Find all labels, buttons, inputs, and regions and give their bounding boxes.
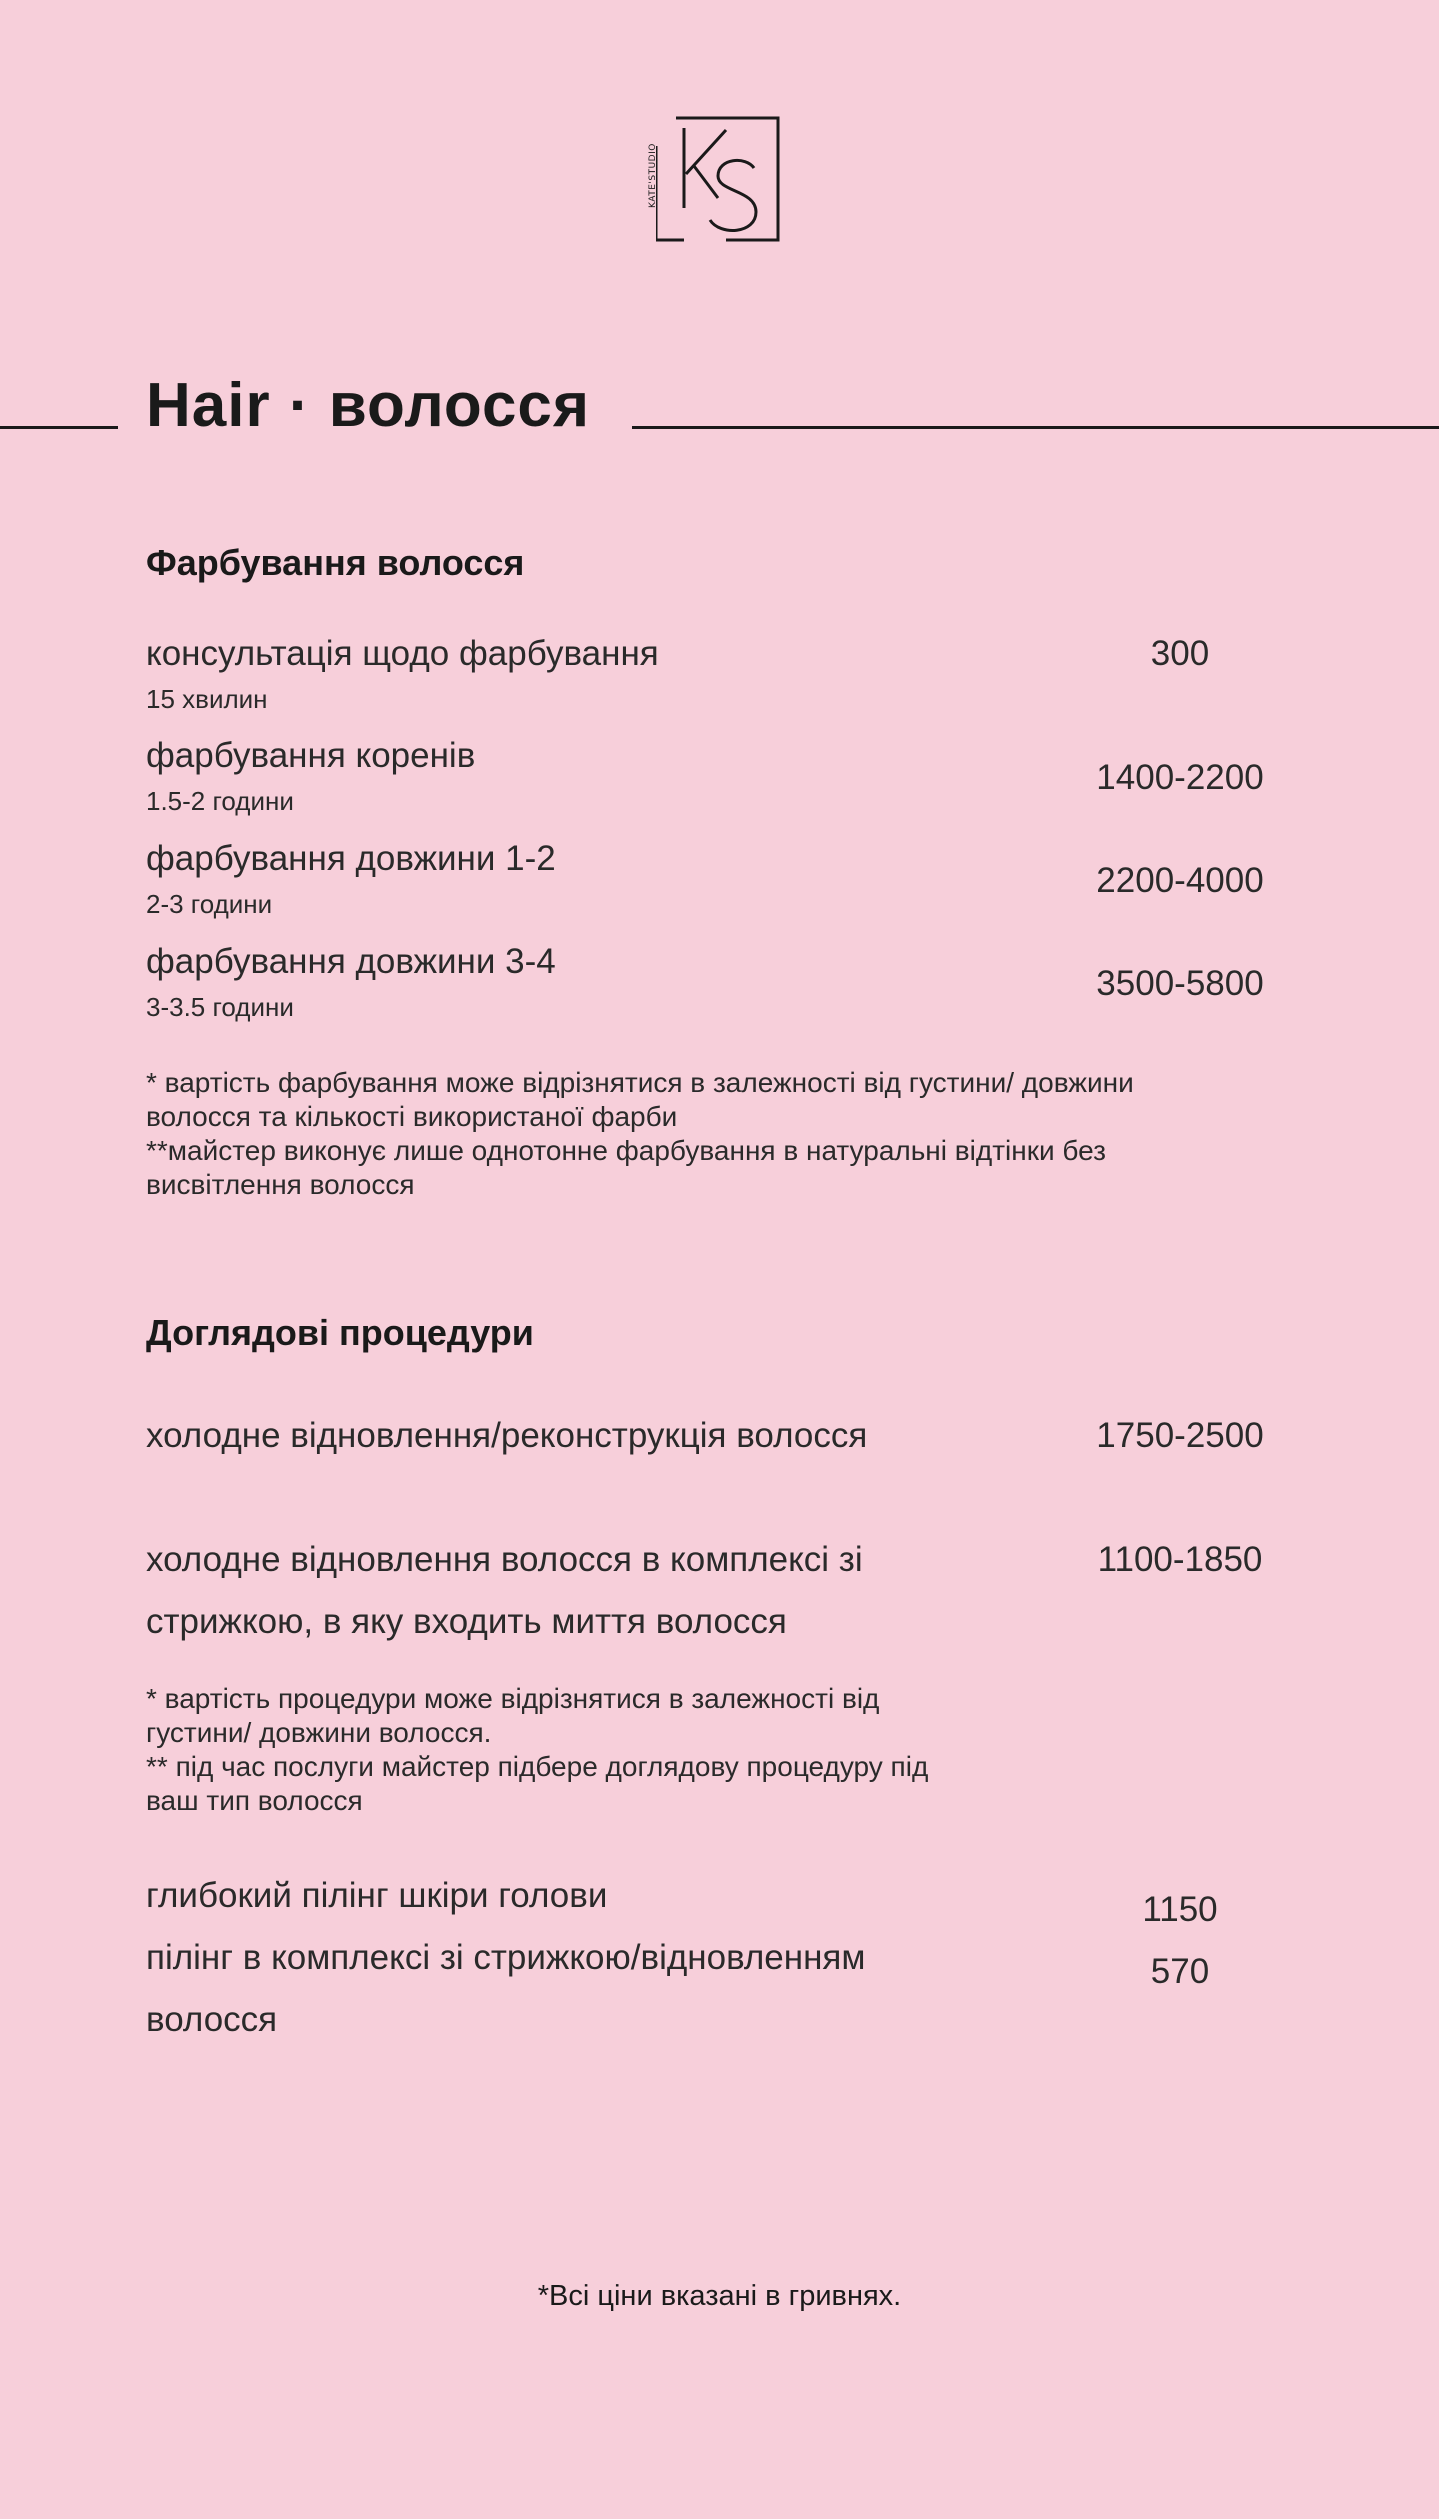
service-price: 300	[1150, 634, 1210, 673]
note-line: ** під час послуги майстер підбере доглядову процедуру під	[146, 1751, 929, 1782]
brand-vertical-text: KATE'STUDIO	[648, 143, 658, 208]
service-price: 1400-2200	[1096, 758, 1264, 797]
service-name: фарбування коренів	[146, 736, 476, 775]
heading-rule-right	[632, 426, 1439, 429]
service-duration: 1.5-2 години	[146, 786, 294, 816]
service-name-line: волосся	[146, 2000, 278, 2039]
service-name-line: пілінг в комплексі зі стрижкою/відновленням	[146, 1938, 866, 1977]
section-title-care: Доглядові процедури	[146, 1312, 534, 1353]
service-name: фарбування довжини 3-4	[146, 942, 556, 981]
note-line: волосся та кількості використаної фарби	[146, 1101, 678, 1132]
service-duration: 2-3 години	[146, 889, 273, 919]
studio-logo	[648, 116, 780, 242]
service-price: 2200-4000	[1096, 861, 1264, 900]
note-line: **майстер виконує лише однотонне фарбування в натуральні відтінки без	[146, 1135, 1106, 1166]
ks-monogram-logo	[656, 116, 780, 242]
service-price: 1150	[1142, 1890, 1218, 1929]
service-price: 1750-2500	[1096, 1416, 1264, 1455]
service-name-line: стрижкою, в яку входить миття волосся	[146, 1602, 787, 1641]
section-title-coloring: Фарбування волосся	[146, 542, 525, 583]
heading-rule-left	[0, 426, 118, 429]
care-notes	[146, 1682, 1146, 1818]
service-name-line: холодне відновлення волосся в комплексі зі	[146, 1540, 863, 1579]
coloring-notes	[146, 1066, 1296, 1202]
service-name: консультація щодо фарбування	[146, 634, 659, 673]
service-price: 1100-1850	[1097, 1540, 1263, 1579]
service-name: глибокий пілінг шкіри голови	[146, 1876, 608, 1915]
note-line: густини/ довжини волосся.	[146, 1717, 492, 1748]
note-line: * вартість процедури може відрізнятися в залежності від	[146, 1683, 880, 1714]
service-name: холодне відновлення/реконструкція волосся	[146, 1416, 868, 1455]
service-duration: 3-3.5 години	[146, 992, 294, 1022]
service-name: фарбування довжини 1-2	[146, 839, 556, 878]
service-price: 3500-5800	[1096, 964, 1264, 1003]
service-price: 570	[1150, 1952, 1210, 1991]
note-line: * вартість фарбування може відрізнятися в залежності від густини/ довжини	[146, 1067, 1134, 1098]
note-line: ваш тип волосся	[146, 1785, 363, 1816]
note-line: висвітлення волосся	[146, 1169, 415, 1200]
page-title: Hair · волосся	[146, 371, 591, 440]
footer-currency-note: *Всі ціни вказані в гривнях.	[537, 2280, 902, 2312]
service-duration: 15 хвилин	[146, 684, 268, 714]
